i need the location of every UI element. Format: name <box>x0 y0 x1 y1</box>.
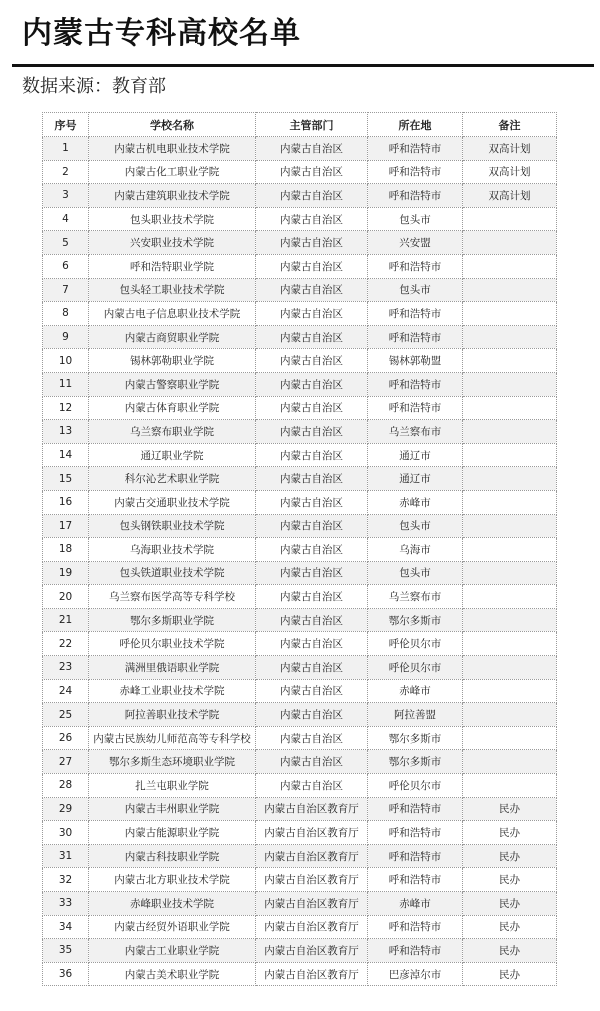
cell-index: 14 <box>43 443 89 467</box>
table-row <box>43 254 557 278</box>
cell-location: 赤峰市 <box>368 490 463 514</box>
cell-index: 33 <box>43 892 89 916</box>
cell-location: 赤峰市 <box>368 679 463 703</box>
cell-index: 4 <box>43 207 89 231</box>
cell-department: 内蒙古自治区 <box>256 137 368 161</box>
header-department: 主管部门 <box>256 113 368 137</box>
cell-location: 鄂尔多斯市 <box>368 608 463 632</box>
table-row <box>43 467 557 491</box>
cell-school-name: 乌兰察布医学高等专科学校 <box>89 585 256 609</box>
cell-school-name: 内蒙古体育职业学院 <box>89 396 256 420</box>
data-source: 数据来源：教育部 <box>22 76 166 97</box>
cell-department: 内蒙古自治区 <box>256 750 368 774</box>
cell-remark: 民办 <box>463 915 557 939</box>
cell-school-name: 内蒙古北方职业技术学院 <box>89 868 256 892</box>
cell-index: 13 <box>43 420 89 444</box>
cell-location: 呼和浩特市 <box>368 821 463 845</box>
cell-location: 包头市 <box>368 514 463 538</box>
table-row <box>43 679 557 703</box>
cell-remark <box>463 608 557 632</box>
cell-index: 11 <box>43 372 89 396</box>
cell-remark <box>463 349 557 373</box>
cell-location: 呼和浩特市 <box>368 160 463 184</box>
table-row <box>43 325 557 349</box>
cell-location: 呼和浩特市 <box>368 325 463 349</box>
cell-index: 10 <box>43 349 89 373</box>
cell-location: 呼伦贝尔市 <box>368 632 463 656</box>
cell-remark: 双高计划 <box>463 160 557 184</box>
cell-index: 20 <box>43 585 89 609</box>
cell-remark: 民办 <box>463 821 557 845</box>
cell-school-name: 内蒙古商贸职业学院 <box>89 325 256 349</box>
table-row <box>43 585 557 609</box>
cell-school-name: 内蒙古警察职业学院 <box>89 372 256 396</box>
cell-remark <box>463 632 557 656</box>
table-row <box>43 962 557 986</box>
cell-index: 29 <box>43 797 89 821</box>
cell-remark <box>463 325 557 349</box>
cell-index: 7 <box>43 278 89 302</box>
header-school-name: 学校名称 <box>89 113 256 137</box>
table-row <box>43 349 557 373</box>
cell-location: 鄂尔多斯市 <box>368 750 463 774</box>
table-row <box>43 302 557 326</box>
cell-index: 9 <box>43 325 89 349</box>
cell-school-name: 通辽职业学院 <box>89 443 256 467</box>
cell-school-name: 满洲里俄语职业学院 <box>89 656 256 680</box>
cell-location: 阿拉善盟 <box>368 703 463 727</box>
cell-department: 内蒙古自治区 <box>256 420 368 444</box>
cell-school-name: 包头职业技术学院 <box>89 207 256 231</box>
cell-school-name: 鄂尔多斯生态环境职业学院 <box>89 750 256 774</box>
cell-location: 呼伦贝尔市 <box>368 656 463 680</box>
cell-location: 呼和浩特市 <box>368 254 463 278</box>
cell-remark: 双高计划 <box>463 184 557 208</box>
cell-school-name: 赤峰职业技术学院 <box>89 892 256 916</box>
table-row <box>43 490 557 514</box>
cell-location: 呼伦贝尔市 <box>368 774 463 798</box>
cell-school-name: 呼和浩特职业学院 <box>89 254 256 278</box>
cell-school-name: 内蒙古美术职业学院 <box>89 962 256 986</box>
table-row <box>43 915 557 939</box>
title-divider <box>12 64 594 67</box>
cell-department: 内蒙古自治区 <box>256 372 368 396</box>
cell-remark <box>463 207 557 231</box>
cell-location: 呼和浩特市 <box>368 372 463 396</box>
cell-school-name: 内蒙古化工职业学院 <box>89 160 256 184</box>
cell-index: 24 <box>43 679 89 703</box>
table-row <box>43 396 557 420</box>
cell-department: 内蒙古自治区 <box>256 302 368 326</box>
cell-location: 赤峰市 <box>368 892 463 916</box>
cell-remark <box>463 656 557 680</box>
cell-remark: 民办 <box>463 844 557 868</box>
cell-department: 内蒙古自治区 <box>256 703 368 727</box>
cell-remark: 民办 <box>463 868 557 892</box>
cell-location: 兴安盟 <box>368 231 463 255</box>
cell-remark <box>463 420 557 444</box>
table-row <box>43 561 557 585</box>
cell-department: 内蒙古自治区 <box>256 325 368 349</box>
table-body <box>43 137 557 986</box>
header-index: 序号 <box>43 113 89 137</box>
cell-school-name: 内蒙古机电职业技术学院 <box>89 137 256 161</box>
cell-location: 乌兰察布市 <box>368 420 463 444</box>
cell-department: 内蒙古自治区 <box>256 514 368 538</box>
cell-remark <box>463 514 557 538</box>
cell-remark <box>463 726 557 750</box>
cell-department: 内蒙古自治区 <box>256 349 368 373</box>
cell-remark <box>463 679 557 703</box>
cell-department: 内蒙古自治区教育厅 <box>256 892 368 916</box>
cell-department: 内蒙古自治区 <box>256 396 368 420</box>
cell-index: 3 <box>43 184 89 208</box>
cell-remark <box>463 443 557 467</box>
school-table <box>42 112 557 986</box>
cell-department: 内蒙古自治区 <box>256 726 368 750</box>
cell-school-name: 内蒙古经贸外语职业学院 <box>89 915 256 939</box>
table-row <box>43 797 557 821</box>
table-row <box>43 703 557 727</box>
table-row <box>43 278 557 302</box>
cell-department: 内蒙古自治区 <box>256 656 368 680</box>
cell-index: 23 <box>43 656 89 680</box>
cell-location: 巴彦淖尔市 <box>368 962 463 986</box>
cell-school-name: 包头轻工职业技术学院 <box>89 278 256 302</box>
cell-department: 内蒙古自治区 <box>256 679 368 703</box>
cell-school-name: 内蒙古工业职业学院 <box>89 939 256 963</box>
cell-school-name: 内蒙古能源职业学院 <box>89 821 256 845</box>
cell-department: 内蒙古自治区教育厅 <box>256 797 368 821</box>
cell-remark <box>463 538 557 562</box>
cell-index: 25 <box>43 703 89 727</box>
cell-index: 1 <box>43 137 89 161</box>
cell-location: 乌海市 <box>368 538 463 562</box>
cell-department: 内蒙古自治区 <box>256 160 368 184</box>
cell-location: 鄂尔多斯市 <box>368 726 463 750</box>
cell-school-name: 科尔沁艺术职业学院 <box>89 467 256 491</box>
table-row <box>43 443 557 467</box>
table-row <box>43 892 557 916</box>
cell-remark <box>463 490 557 514</box>
cell-index: 26 <box>43 726 89 750</box>
cell-department: 内蒙古自治区 <box>256 538 368 562</box>
cell-index: 8 <box>43 302 89 326</box>
cell-school-name: 兴安职业技术学院 <box>89 231 256 255</box>
cell-department: 内蒙古自治区 <box>256 278 368 302</box>
table-row <box>43 514 557 538</box>
cell-remark <box>463 774 557 798</box>
table-row <box>43 750 557 774</box>
table-header-row <box>43 113 557 137</box>
cell-location: 乌兰察布市 <box>368 585 463 609</box>
cell-department: 内蒙古自治区 <box>256 443 368 467</box>
cell-remark: 民办 <box>463 892 557 916</box>
header-location: 所在地 <box>368 113 463 137</box>
cell-location: 通辽市 <box>368 443 463 467</box>
cell-department: 内蒙古自治区教育厅 <box>256 868 368 892</box>
cell-department: 内蒙古自治区 <box>256 632 368 656</box>
cell-department: 内蒙古自治区 <box>256 490 368 514</box>
cell-department: 内蒙古自治区 <box>256 184 368 208</box>
cell-school-name: 包头钢铁职业技术学院 <box>89 514 256 538</box>
cell-index: 6 <box>43 254 89 278</box>
table-row <box>43 137 557 161</box>
cell-department: 内蒙古自治区 <box>256 207 368 231</box>
cell-index: 16 <box>43 490 89 514</box>
cell-school-name: 鄂尔多斯职业学院 <box>89 608 256 632</box>
cell-school-name: 内蒙古科技职业学院 <box>89 844 256 868</box>
cell-location: 呼和浩特市 <box>368 939 463 963</box>
header-remark: 备注 <box>463 113 557 137</box>
cell-remark: 民办 <box>463 962 557 986</box>
cell-remark <box>463 278 557 302</box>
cell-index: 21 <box>43 608 89 632</box>
page-title: 内蒙古专科高校名单 <box>22 16 301 51</box>
cell-index: 28 <box>43 774 89 798</box>
cell-school-name: 阿拉善职业技术学院 <box>89 703 256 727</box>
cell-location: 呼和浩特市 <box>368 915 463 939</box>
cell-department: 内蒙古自治区教育厅 <box>256 962 368 986</box>
cell-index: 17 <box>43 514 89 538</box>
cell-school-name: 内蒙古电子信息职业技术学院 <box>89 302 256 326</box>
cell-remark <box>463 561 557 585</box>
cell-school-name: 锡林郭勒职业学院 <box>89 349 256 373</box>
cell-index: 32 <box>43 868 89 892</box>
cell-department: 内蒙古自治区教育厅 <box>256 844 368 868</box>
cell-remark <box>463 372 557 396</box>
cell-location: 呼和浩特市 <box>368 302 463 326</box>
table-row <box>43 231 557 255</box>
cell-index: 27 <box>43 750 89 774</box>
cell-remark: 双高计划 <box>463 137 557 161</box>
cell-location: 呼和浩特市 <box>368 797 463 821</box>
cell-location: 通辽市 <box>368 467 463 491</box>
table-row <box>43 939 557 963</box>
table-row <box>43 656 557 680</box>
cell-location: 锡林郭勒盟 <box>368 349 463 373</box>
cell-remark: 民办 <box>463 939 557 963</box>
cell-remark <box>463 302 557 326</box>
cell-location: 包头市 <box>368 561 463 585</box>
cell-location: 呼和浩特市 <box>368 844 463 868</box>
cell-index: 2 <box>43 160 89 184</box>
cell-department: 内蒙古自治区 <box>256 608 368 632</box>
cell-remark <box>463 585 557 609</box>
table-row <box>43 207 557 231</box>
cell-remark: 民办 <box>463 797 557 821</box>
table-row <box>43 372 557 396</box>
table-row <box>43 774 557 798</box>
table-row <box>43 868 557 892</box>
cell-remark <box>463 750 557 774</box>
cell-remark <box>463 703 557 727</box>
cell-remark <box>463 254 557 278</box>
cell-location: 呼和浩特市 <box>368 137 463 161</box>
cell-location: 呼和浩特市 <box>368 184 463 208</box>
cell-department: 内蒙古自治区教育厅 <box>256 821 368 845</box>
cell-department: 内蒙古自治区 <box>256 774 368 798</box>
cell-department: 内蒙古自治区 <box>256 254 368 278</box>
cell-school-name: 扎兰屯职业学院 <box>89 774 256 798</box>
cell-index: 30 <box>43 821 89 845</box>
table-row <box>43 726 557 750</box>
cell-school-name: 包头铁道职业技术学院 <box>89 561 256 585</box>
cell-index: 22 <box>43 632 89 656</box>
cell-school-name: 赤峰工业职业技术学院 <box>89 679 256 703</box>
table-row <box>43 821 557 845</box>
cell-school-name: 乌海职业技术学院 <box>89 538 256 562</box>
cell-school-name: 内蒙古民族幼儿师范高等专科学校 <box>89 726 256 750</box>
cell-index: 12 <box>43 396 89 420</box>
cell-location: 包头市 <box>368 278 463 302</box>
cell-index: 34 <box>43 915 89 939</box>
cell-remark <box>463 396 557 420</box>
cell-department: 内蒙古自治区 <box>256 467 368 491</box>
cell-remark <box>463 467 557 491</box>
cell-index: 5 <box>43 231 89 255</box>
table-row <box>43 632 557 656</box>
table-row <box>43 608 557 632</box>
cell-school-name: 内蒙古丰州职业学院 <box>89 797 256 821</box>
cell-index: 36 <box>43 962 89 986</box>
cell-remark <box>463 231 557 255</box>
cell-department: 内蒙古自治区 <box>256 231 368 255</box>
table-row <box>43 538 557 562</box>
cell-index: 18 <box>43 538 89 562</box>
cell-department: 内蒙古自治区教育厅 <box>256 915 368 939</box>
table-row <box>43 844 557 868</box>
cell-location: 包头市 <box>368 207 463 231</box>
cell-location: 呼和浩特市 <box>368 396 463 420</box>
table-row <box>43 184 557 208</box>
cell-school-name: 乌兰察布职业学院 <box>89 420 256 444</box>
cell-department: 内蒙古自治区 <box>256 561 368 585</box>
cell-index: 31 <box>43 844 89 868</box>
cell-school-name: 呼伦贝尔职业技术学院 <box>89 632 256 656</box>
cell-school-name: 内蒙古建筑职业技术学院 <box>89 184 256 208</box>
cell-department: 内蒙古自治区教育厅 <box>256 939 368 963</box>
cell-school-name: 内蒙古交通职业技术学院 <box>89 490 256 514</box>
cell-department: 内蒙古自治区 <box>256 585 368 609</box>
cell-index: 15 <box>43 467 89 491</box>
cell-index: 19 <box>43 561 89 585</box>
cell-index: 35 <box>43 939 89 963</box>
cell-location: 呼和浩特市 <box>368 868 463 892</box>
table-row <box>43 160 557 184</box>
table-row <box>43 420 557 444</box>
